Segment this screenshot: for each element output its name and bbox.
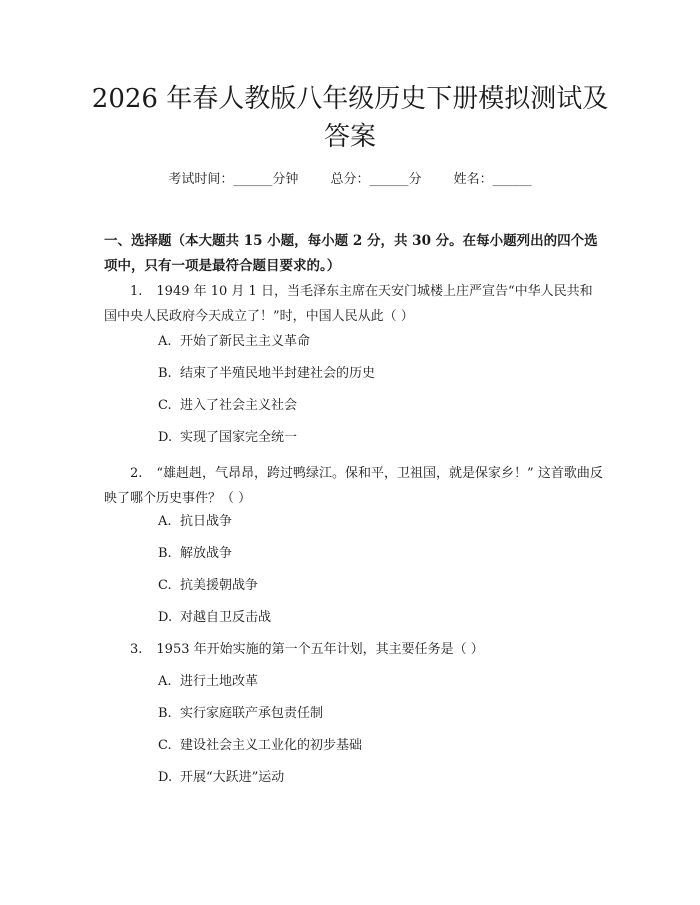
option-letter: B. [158, 706, 172, 721]
option-text: 进入了社会主义社会 [180, 398, 298, 413]
option-letter: D. [158, 610, 173, 625]
option-text: 解放战争 [180, 546, 233, 561]
question-text: 1953 年开始实施的第一个五年计划，其主要任务是（ ） [156, 642, 484, 657]
title-line-1: 2026 年春人教版八年级历史下册模拟测试及 [91, 84, 609, 114]
option-item [158, 768, 598, 788]
option-item [158, 512, 598, 532]
option-text: 建设社会主义工业化的初步基础 [180, 738, 363, 753]
option-item [158, 428, 598, 448]
option-item [158, 736, 598, 756]
option-item [158, 544, 598, 564]
option-item [158, 704, 598, 724]
option-letter: D. [158, 430, 173, 445]
option-letter: C. [158, 578, 172, 593]
option-letter: C. [158, 738, 172, 753]
option-item [158, 364, 598, 384]
option-text: 开展“大跃进”运动 [180, 770, 285, 785]
option-text: 结束了半殖民地半封建社会的历史 [180, 366, 376, 381]
option-item [158, 332, 598, 352]
student-name-field: 姓名：______ [453, 172, 532, 187]
total-score-field: 总分：______分 [330, 172, 422, 187]
option-letter: B. [158, 366, 172, 381]
option-item [158, 608, 598, 628]
option-letter: B. [158, 546, 172, 561]
option-letter: A. [158, 334, 172, 349]
option-item [158, 396, 598, 416]
option-item [158, 576, 598, 596]
exam-meta [0, 168, 700, 187]
option-text: 抗美援朝战争 [180, 578, 259, 593]
option-text: 抗日战争 [180, 514, 233, 529]
option-text: 开始了新民主主义革命 [180, 334, 311, 349]
option-letter: A. [158, 674, 172, 689]
title-line-2: 答案 [323, 122, 376, 152]
section-heading: 一、选择题（本大题共 15 小题，每小题 2 分，共 30 分。在每小题列出的四个选项中，只有一项是最符合题目要求的。） [104, 233, 598, 274]
question-number: 2. [130, 466, 143, 481]
exam-time-field: 考试时间：______分钟 [168, 172, 299, 187]
question-number: 1. [130, 284, 143, 299]
question-number: 3. [130, 642, 143, 657]
option-letter: C. [158, 398, 172, 413]
option-text: 进行土地改革 [180, 674, 259, 689]
question-stem [104, 279, 604, 329]
option-letter: D. [158, 770, 173, 785]
question-text: “雄赳赳，气昂昂，跨过鸭绿江。保和平，卫祖国，就是保家乡！” 这首歌曲反映了哪个历史事件？（ ） [104, 466, 603, 506]
question-text: 1949 年 10 月 1 日，当毛泽东主席在天安门城楼上庄严宣告“中华人民共和国中央人民政府今天成立了！”时，中国人民从此（ ） [104, 284, 593, 324]
option-letter: A. [158, 514, 172, 529]
option-text: 对越自卫反击战 [180, 610, 272, 625]
option-item [158, 672, 598, 692]
option-text: 实行家庭联产承包责任制 [180, 706, 324, 721]
question-stem [104, 461, 604, 511]
document-title [60, 80, 640, 156]
question-stem [104, 637, 604, 662]
option-text: 实现了国家完全统一 [180, 430, 298, 445]
